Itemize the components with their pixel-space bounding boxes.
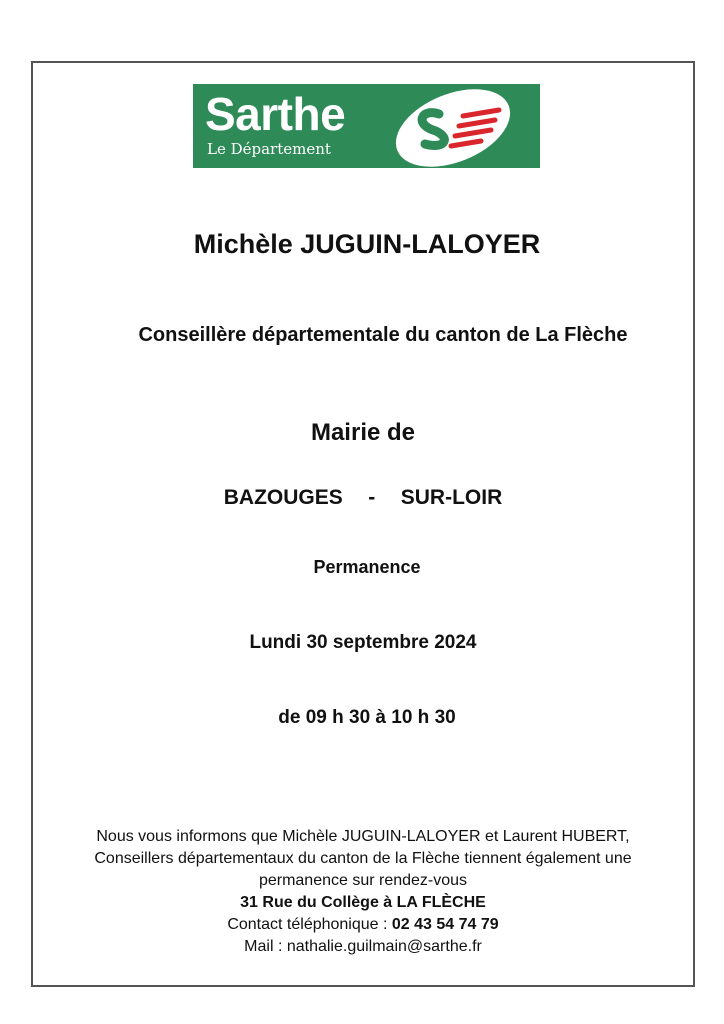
footer-line-1: Nous vous informons que Michèle JUGUIN-LALOYER et Laurent HUBERT, [96,828,630,845]
phone-label: Contact téléphonique : [227,916,392,933]
sarthe-s-emblem-icon [381,84,531,168]
mairie-label: Mairie de [310,419,416,446]
footer-address: 31 Rue du Collège à LA FLÈCHE [240,894,486,911]
commune-dash: - [368,486,376,509]
commune-name [31,484,695,512]
footer-line-3: permanence sur rendez-vous [258,872,468,889]
sarthe-logo [193,84,540,168]
commune-part1: BAZOUGES [223,486,343,509]
councillor-role: Conseillère départementale du canton de La Flèche [138,324,628,346]
councillor-name: Michèle JUGUIN-LALOYER [193,229,541,259]
footer-info [31,826,695,958]
footer-phone-line [31,914,695,936]
event-title: Permanence [313,557,421,577]
logo-subtitle: Le Département [207,140,331,158]
footer-mail: Mail : nathalie.guilmain@sarthe.fr [244,938,482,955]
footer-line-2: Conseillers départementaux du canton de la Flèche tiennent également une [94,850,632,867]
commune-part2: SUR-LOIR [400,486,503,509]
phone-number: 02 43 54 74 79 [391,916,499,933]
event-time: de 09 h 30 à 10 h 30 [278,707,456,728]
event-date: Lundi 30 septembre 2024 [249,632,477,653]
logo-brand: Sarthe [205,88,346,140]
